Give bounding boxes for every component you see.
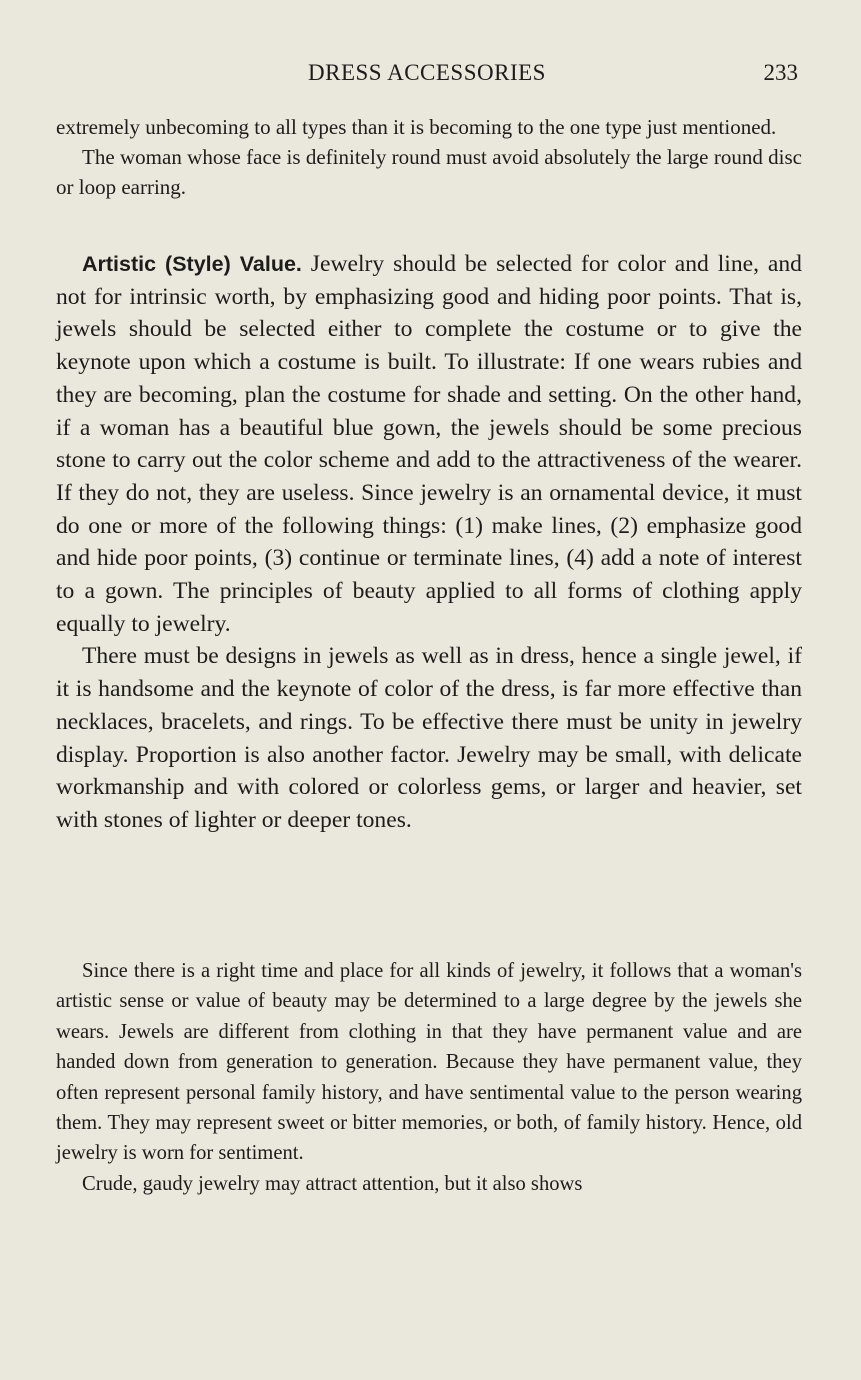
paragraph-round-face: The woman whose face is definitely round must avoid absolutely the large round disc or loop earring. <box>56 145 802 199</box>
running-title: DRESS ACCESSORIES <box>308 60 546 85</box>
section-heading: Artistic (Style) Value. <box>82 252 302 276</box>
artistic-value-section <box>56 248 802 837</box>
lower-paragraphs <box>56 956 802 1199</box>
page-number: 233 <box>763 60 798 85</box>
paragraph-artistic-value <box>56 248 802 640</box>
top-paragraphs <box>56 112 802 202</box>
paragraph-continued: extremely unbecoming to all types than it is becoming to the one type just mentioned. <box>56 115 777 139</box>
paragraph-artistic-value-text: Jewelry should be selected for color and line, and not for intrinsic worth, by emphasizing good and hiding poor points. That is, jewels should be selected either to complete the costume or to give the keynote upon which a costume is built. To illustrate: If one wears rubies and they are becoming, plan the costume for shade and setting. On the other hand, if a woman has a beautiful blue gown, the jewels should be some precious stone to carry out the color scheme and add to the attractiveness of the wearer. If they do not, they are useless. Since jewelry is an ornamental device, it must do one or more of the following things: (1) make lines, (2) emphasize good and hide poor points, (3) continue or terminate lines, (4) add a note of interest to a gown. The principles of beauty applied to all forms of clothing apply equally to jewelry. <box>56 251 802 637</box>
running-head <box>56 60 798 90</box>
paragraph-crude-jewelry: Crude, gaudy jewelry may attract attention, but it also shows <box>82 1172 583 1195</box>
paragraph-sentiment: Since there is a right time and place for all kinds of jewelry, it follows that a woman's artistic sense or value of beauty may be determined to a large degree by the jewels she wears. Jewels are different from clothing in that they have permanent value and are handed down from generation to generation. Because they have permanent value, they often represent personal family history, and have sentimental value to the person wearing them. They may represent sweet or bitter memories, or both, of family history. Hence, old jewelry is worn for sentiment. <box>56 960 802 1165</box>
paragraph-designs: There must be designs in jewels as well as in dress, hence a single jewel, if it is handsome and the keynote of color of the dress, is far more effective than necklaces, bracelets, and rings. To be effective there must be unity in jewelry display. Proportion is also another factor. Jewelry may be small, with delicate workmanship and with colored or colorless gems, or larger and heavier, set with stones of lighter or deeper tones. <box>56 643 802 833</box>
